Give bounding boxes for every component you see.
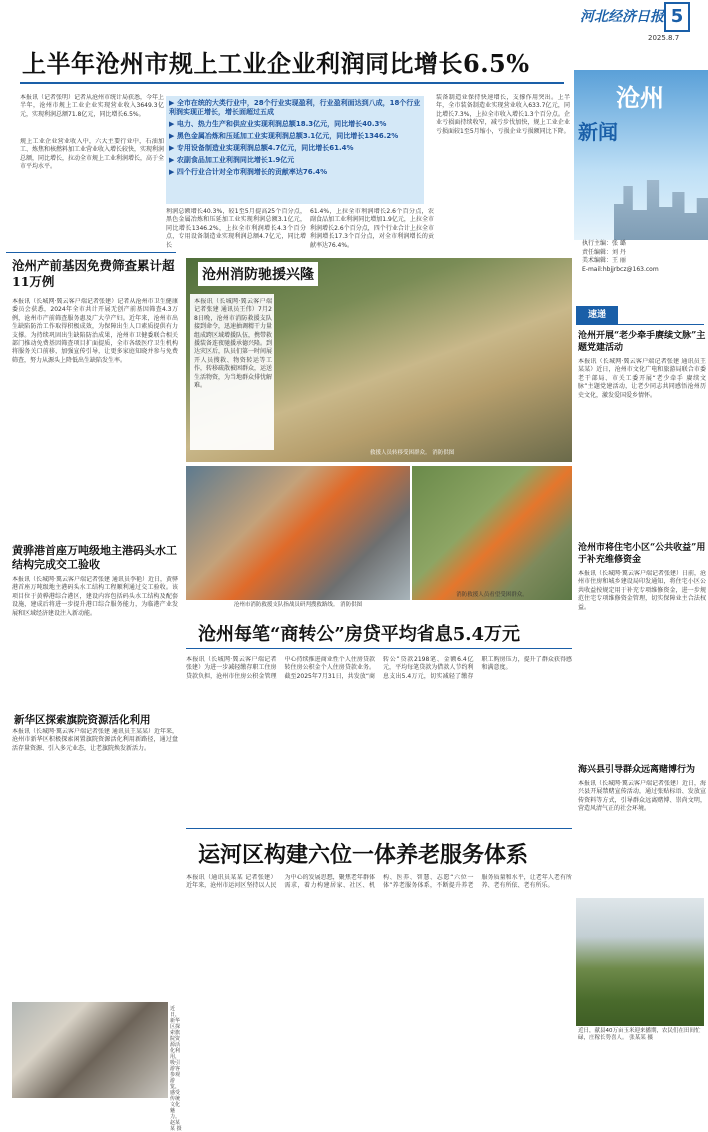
highlight-item: ▶ 黑色金属冶炼和压延加工业实现利润总额3.1亿元，同比增长1346.2% (169, 132, 399, 140)
editor-info (582, 240, 704, 274)
section-label: 新闻 (578, 120, 618, 144)
right-tag (576, 306, 618, 324)
fire-body: 本报讯（长城网·冀云客户端记者张建 通讯员王伟）7月28日晚，沧州市消防救援支队接到命令，迅速抽调精干力量组成跨区域增援队伍，携带救援装备连夜驰援承德兴隆。到达灾区后，队员们第一时间展开人员搜救、物资转运等工作，转移疏散被困群众，运送生活物资，为当地群众排忧解难。 (194, 298, 272, 390)
fire-caption-3: 消防救援人员看望受困群众。 (456, 592, 528, 598)
lead-body-3: 利润总额增长40.3%，较1至5月提高25个百分点，黑色金属冶炼和压延加工业实现利润总额3.1亿元，同比增长1346.2%，上拉全市利润增长4.3个百分点，专用设备制造业实现利润总额4.7亿元，同比增长 (166, 208, 306, 249)
right-item2-body: 本报讯（长城网·冀云客户端记者张建）日前，沧州市住房和城乡建设局印发通知，将住宅小区公共收益按规定用于补充专项维修资金，进一步规范住宅专项维修资金管理，切实保障业主合法权益。 (578, 570, 706, 611)
editor: 执行主编：张 璐 (582, 240, 626, 247)
right-photo-caption: 近日，献县40万亩玉米迎来播期，农民们在田间忙碌，庄稼长势喜人。 张某某 摄 (578, 1028, 701, 1041)
headline-rule (20, 82, 564, 84)
highlight-item: ▶ 四个行业合计对全市利润增长的贡献率达76.4% (169, 168, 328, 176)
highlight-item: ▶ 农副食品加工业利润同比增长1.9亿元 (169, 156, 295, 164)
right-item3-headline: 海兴县引导群众远离赌博行为 (578, 765, 696, 775)
designer: 美术编辑：王 丽 (582, 257, 626, 264)
housing-headline: 沧州每笔“商转公”房贷平均省息5.4万元 (198, 624, 521, 645)
issue-date: 2025.8.7 (648, 34, 680, 42)
right-tag-label: 速递 (587, 310, 606, 320)
xinhua-body: 本报讯（长城网·冀云客户端记者张建 通讯员王某某）近年来，沧州市新华区积极探索闲置旗院资源活化利用新路径，通过盘活存量资源、引入多元业态，让老旗院焕发新活力。 (12, 728, 178, 752)
paper-name: 河北经济日报 (580, 9, 664, 25)
email: E-mail:hbjjrbcz@163.com (582, 265, 659, 273)
lead-body-2: 规上工业企业营业收入中，六大主要行业中，石油加工、炼焦和核燃料加工业营业收入增长较快，实现利润总额，同比增长，拉动全市规上工业利润增长，高于全市平均水平。 (20, 138, 164, 171)
card-body: 本报讯（长城网·冀云客户端记者张建）记者从沧州市卫生健康委员会获悉，2024年全市共计开展无创产前基因筛查4.3万例，沧州市产前筛查服务惠及广大孕产妇。近年来，沧州市出生缺陷防治工作取得积极成效，为保障出生人口素质提供有力支撑。为持续巩固出生缺陷防治成果，沧州市卫健委联合相关部门推动免费基因筛查项目扩面提质，全市各级医疗卫生机构将服务关口前移，加强宣传引导，让更多家庭知晓并参与免费筛查，努力从源头上降低出生缺陷发生率。 (12, 298, 178, 364)
fire-headline: 沧州消防驰援兴隆 (198, 262, 318, 286)
right-item3-body: 本报讯（长城网·冀云客户端记者张建）近日，海兴县开展禁赌宣传活动，通过张贴标语、发放宣传资料等方式，引导群众远离赌博、崇尚文明，营造风清气正的社会环境。 (578, 780, 706, 813)
xinhua-headline: 新华区探索旗院资源活化利用 (14, 714, 151, 726)
xinhua-photo (12, 1002, 168, 1098)
canal-body: 本报讯（通讯员某某 记者张建）近年来，沧州市运河区坚持以人民为中心的发展思想，聚焦老年群体需求，着力构建居家、社区、机构、医养、智慧、志愿“六位一体”养老服务体系，不断提升养老服务质量和水平，让老年人老有所养、老有所依、老有所乐。 (186, 874, 572, 890)
right-photo (576, 898, 704, 1026)
fire-caption-1: 救援人员转移受困群众。 消防供图 (370, 450, 455, 456)
highlight-item: ▶ 专用设备制造业实现利润总额4.7亿元，同比增长61.4% (169, 144, 354, 152)
right-item1-body: 本报讯（长城网·冀云客户端记者张建 通讯员王某某）近日，沧州市文化广电和旅游局联合市委老干部局、市关工委开展“老少牵手 赓续文脉”主题党建活动，让老少同志共同感悟沧州历史文化，激发爱国爱乡情怀。 (578, 358, 706, 399)
city-banner-skyline (614, 180, 708, 240)
canal-headline: 运河区构建六位一体养老服务体系 (198, 842, 529, 868)
housing-body: 本报讯（长城网·冀云客户端记者张建）为进一步减轻缴存职工住房贷款负担，沧州市住房公积金管理中心持续推进商业性个人住房贷款转住房公积金个人住房贷款业务。截至2025年7月31日，共发放“商转公”贷款2198笔、金额6.4亿元，平均每笔贷款为借款人节约利息支出5.4万元，切实减轻了缴存职工购房压力，提升了群众获得感和满意度。 (186, 656, 572, 680)
highlight-item: ▶ 电力、热力生产和供应业实现利润总额18.3亿元，同比增长40.3% (169, 120, 387, 128)
lead-body-4: 61.4%，上拉全市利润增长2.6个百分点，农副食品加工业利润同比增加1.9亿元，上拉全市利润增长2.6个百分点，四个行业合计上拉全市利润增长17.3个百分点，对全市利润增长的贡献率达76.4%。 (310, 208, 434, 249)
card-top-rule (6, 252, 176, 253)
right-item1-headline: 沧州开展“老少牵手赓续文脉”主题党建活动 (578, 331, 706, 353)
page-number: 5 (664, 2, 690, 32)
housing-rule (186, 648, 572, 649)
canal-top-rule (186, 828, 572, 829)
fire-caption-2: 沧州市消防救援支队指战员研判搜救路线。 消防供图 (233, 602, 363, 608)
lead-body-1: 本报讯（记者张明）记者从沧州市统计局获悉，今年上半年，沧州市规上工业企业实现营业收入3649.3亿元，实现利润总额71.8亿元，同比增长6.5%。 (20, 94, 164, 118)
card-headline: 沧州产前基因免费筛查累计超11万例 (12, 258, 175, 289)
right-item2-headline: 沧州市将住宅小区“公共收益”用于补充维修资金 (578, 543, 706, 565)
section-city: 沧州 (616, 83, 664, 112)
highlight-box (166, 96, 424, 204)
lead-body-5: 装备制造业保持快速增长，支撑作用突出。上半年，全市装备制造业实现营业收入633.7亿元，同比增长7.3%，上拉全市收入增长1.3个百分点。企业亏损面持续收窄，减亏步伐加快，规上工业企业亏损面较1至5月缩小，亏损企业亏损额同比下降。 (436, 94, 570, 135)
duty-editor: 责任编辑：刘 丹 (582, 248, 626, 256)
port-headline: 黄骅港首座万吨级地主港码头水工结构完成交工验收 (12, 544, 177, 571)
lead-headline: 上半年沧州市规上工业企业利润同比增长6.5% (22, 49, 530, 78)
highlight-item: ▶ 全市在统的大类行业中，28个行业实现盈利，行业盈利面达到八成，18个行业利润实现正增长，增长面超过五成 (169, 99, 421, 116)
xinhua-caption: 近日，新华区探索旗院资源活化利用，吸引游客参观游览，感受传统文化魅力。 赵某某 摄 (170, 1006, 182, 1132)
fire-photo-right (412, 466, 572, 600)
port-body: 本报讯（长城网·冀云客户端记者张建 通讯员李艳）近日，黄骅港首座万吨级地主港码头水工结构工程顺利通过交工验收。该项目位于黄骅港综合港区，建设内容包括码头水工结构及配套设施，建成后将进一步提升港口综合服务能力，为临港产业发展和区域经济建设注入新动能。 (12, 576, 178, 617)
fire-photo-left (186, 466, 410, 600)
right-tag-rule (576, 324, 704, 325)
